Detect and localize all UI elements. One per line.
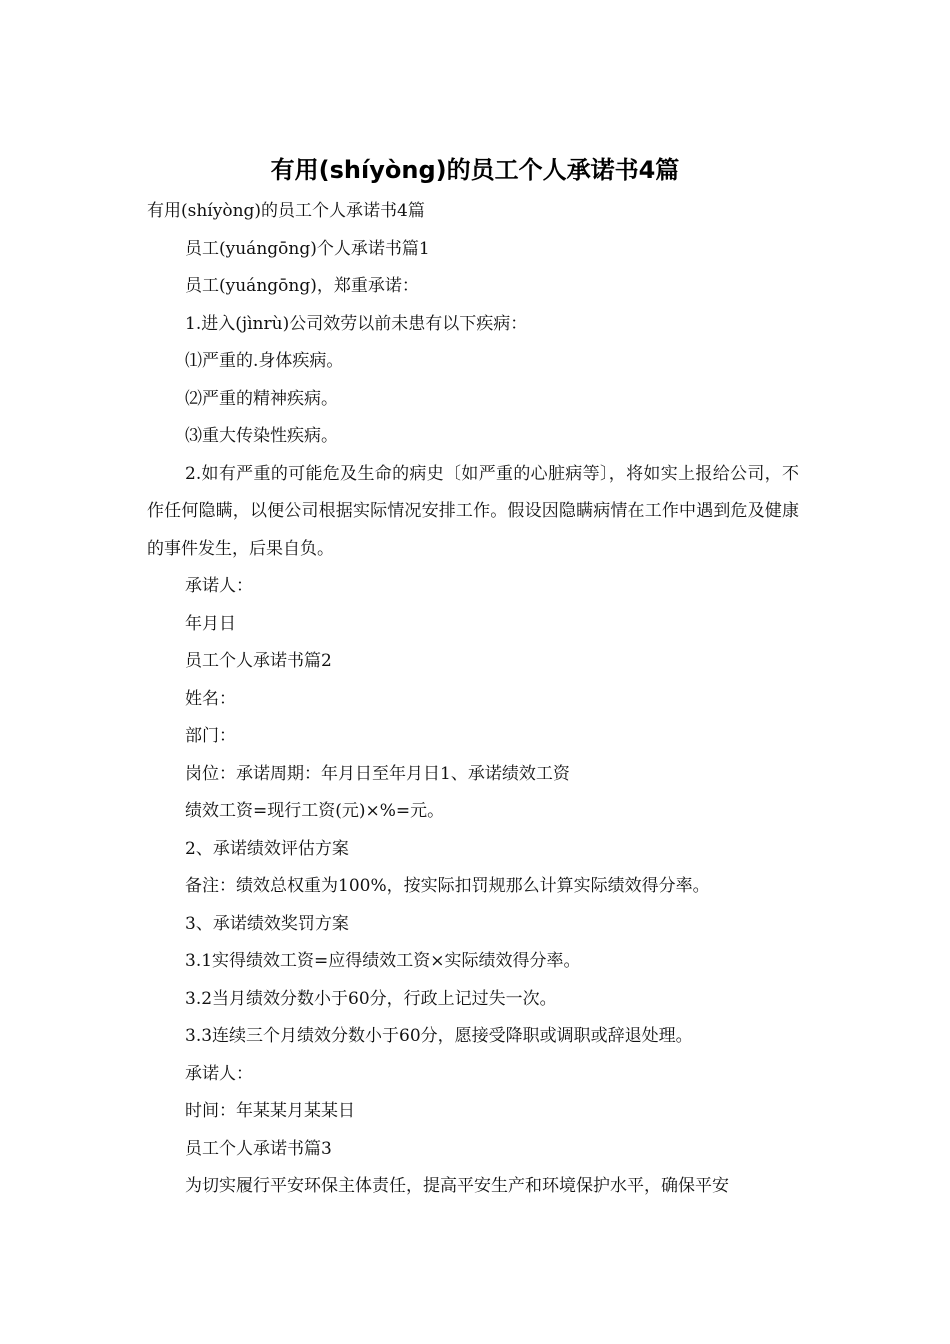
body-line: 岗位：承诺周期：年月日至年月日1、承诺绩效工资 — [185, 763, 570, 784]
body-paragraph: 2.如有严重的可能危及生命的病史〔如严重的心脏病等〕，将如实上报给公司，不作任何隐瞒，以便公司根据实际情况安排工作。假设因隐瞒病情在工作中遇到危及健康的事件发生，后果自负。 — [147, 463, 799, 559]
body-line: 备注：绩效总权重为100%，按实际扣罚规那么计算实际绩效得分率。 — [185, 876, 710, 896]
name-label: 姓名： — [185, 688, 236, 709]
body-line: 2、承诺绩效评估方案 — [185, 838, 349, 859]
section-heading-2: 员工个人承诺书篇2 — [185, 651, 332, 671]
body-line: 3.1实得绩效工资=应得绩效工资×实际绩效得分率。 — [185, 951, 581, 971]
body-line: 为切实履行平安环保主体责任，提高平安生产和环境保护水平，确保平安 — [185, 1176, 729, 1196]
section-heading-1: 员工(yuángōng)个人承诺书篇1 — [185, 238, 430, 259]
body-line: 员工(yuángōng)，郑重承诺： — [185, 276, 419, 296]
department-label: 部门： — [185, 726, 236, 746]
section-heading-3: 员工个人承诺书篇3 — [185, 1138, 332, 1159]
time-label: 时间：年某某月某某日 — [185, 1101, 355, 1121]
list-item: ⑴严重的.身体疾病。 — [185, 351, 344, 371]
body-line: 3.2当月绩效分数小于60分，行政上记过失一次。 — [185, 988, 557, 1009]
document-title: 有用(shíyòng)的员工个人承诺书4篇 — [270, 156, 680, 184]
document-body — [147, 193, 799, 1206]
subtitle-line: 有用(shíyòng)的员工个人承诺书4篇 — [147, 201, 425, 221]
body-line: 3、承诺绩效奖罚方案 — [185, 913, 349, 934]
body-line: 3.3连续三个月绩效分数小于60分，愿接受降职或调职或辞退处理。 — [185, 1026, 693, 1046]
signature-label: 承诺人： — [185, 576, 253, 596]
body-line: 1.进入(jìnrù)公司效劳以前未患有以下疾病： — [185, 313, 528, 334]
list-item: ⑶重大传染性疾病。 — [185, 426, 338, 446]
date-label: 年月日 — [185, 613, 236, 634]
signature-label: 承诺人： — [185, 1063, 253, 1084]
body-line: 绩效工资=现行工资(元)×%=元。 — [185, 801, 445, 821]
list-item: ⑵严重的精神疾病。 — [185, 388, 338, 409]
